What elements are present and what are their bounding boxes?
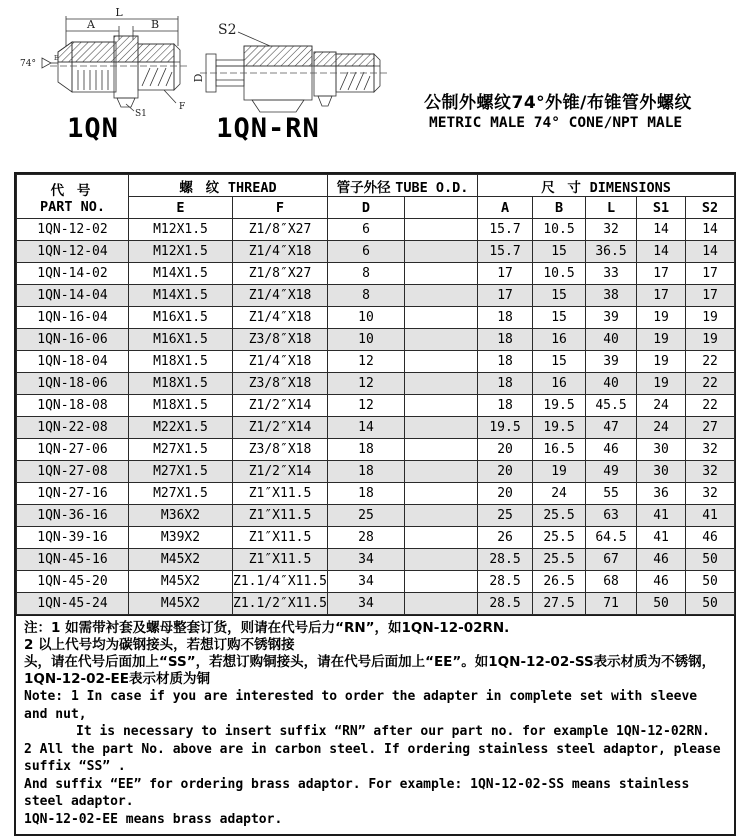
table-cell: 50 [686, 549, 735, 571]
table-cell: 1QN-16-06 [17, 329, 129, 351]
table-row [17, 285, 735, 307]
table-cell: 18 [478, 395, 533, 417]
table-cell: 15 [533, 285, 586, 307]
table-cell: 15 [533, 307, 586, 329]
dim-label-b: B [150, 18, 160, 31]
table-cell: Z3/8″X18 [233, 373, 328, 395]
table-cell: 19.5 [533, 417, 586, 439]
note-line: Note: 1 In case if you are interested to order the adapter in complete set with sleeve and nut, [24, 689, 698, 722]
header-part-no [17, 175, 129, 219]
table-cell: 20 [478, 461, 533, 483]
table-cell: 1QN-12-04 [17, 241, 129, 263]
header-part-no-en: PART NO. [39, 198, 106, 215]
table-cell: Z1/2″X14 [233, 417, 328, 439]
table-cell: 27.5 [533, 593, 586, 615]
table-cell: 19 [637, 307, 686, 329]
dim-label-a: A [87, 18, 95, 31]
table-cell: M12X1.5 [129, 219, 233, 241]
table-cell: 25.5 [533, 527, 586, 549]
table-cell: 1QN-36-16 [17, 505, 129, 527]
table-cell: 32 [686, 461, 735, 483]
table-cell: 1QN-45-16 [17, 549, 129, 571]
table-cell: 34 [328, 549, 405, 571]
subheader-l: L [586, 197, 637, 219]
table-cell: 1QN-27-16 [17, 483, 129, 505]
table-cell: 15.7 [478, 241, 533, 263]
table-cell: 36.5 [586, 241, 637, 263]
table-cell: Z1″X11.5 [233, 483, 328, 505]
table-cell: M27X1.5 [129, 461, 233, 483]
table-cell: 14 [637, 219, 686, 241]
table-cell: 39 [586, 307, 637, 329]
table-cell: 24 [637, 417, 686, 439]
table-cell: 16.5 [533, 439, 586, 461]
table-cell: 8 [328, 285, 405, 307]
note-line: 1QN-12-02-EE means brass adaptor. [24, 811, 283, 827]
table-cell: 18 [478, 307, 533, 329]
table-cell: 12 [328, 351, 405, 373]
table-row [17, 329, 735, 351]
table-cell: 38 [586, 285, 637, 307]
table-cell: 22 [686, 395, 735, 417]
table-cell: 24 [637, 395, 686, 417]
table-row [17, 505, 735, 527]
table-row [17, 461, 735, 483]
table-cell: 45.5 [586, 395, 637, 417]
table-cell: 25.5 [533, 549, 586, 571]
table-cell [405, 593, 478, 615]
table-cell: 20 [478, 483, 533, 505]
table-cell: 10.5 [533, 263, 586, 285]
table-cell: M16X1.5 [129, 329, 233, 351]
note-line: 2 All the part No. above are in carbon steel. If ordering stainless steel adaptor, please suffix “SS” . [24, 741, 721, 774]
table-cell: 46 [586, 439, 637, 461]
table-cell: 63 [586, 505, 637, 527]
table-cell: 28.5 [478, 571, 533, 593]
table-cell [405, 549, 478, 571]
d-label: D [192, 73, 205, 83]
table-cell [405, 263, 478, 285]
table-cell: Z1″X11.5 [233, 505, 328, 527]
table-cell: M45X2 [129, 549, 233, 571]
table-cell: 10.5 [533, 219, 586, 241]
table-cell: M18X1.5 [129, 373, 233, 395]
spec-table [16, 174, 735, 615]
table-cell: 1QN-18-06 [17, 373, 129, 395]
table-cell: 32 [586, 219, 637, 241]
table-cell: 17 [686, 285, 735, 307]
table-cell: 32 [686, 439, 735, 461]
table-cell: 36 [637, 483, 686, 505]
table-cell: 17 [637, 285, 686, 307]
table-cell: Z1/4″X18 [233, 307, 328, 329]
table-cell [405, 285, 478, 307]
table-row [17, 373, 735, 395]
table-cell: M27X1.5 [129, 483, 233, 505]
table-cell: 1QN-18-08 [17, 395, 129, 417]
table-row [17, 593, 735, 615]
drawing-1qn-rn [192, 6, 392, 118]
table-cell: 25 [478, 505, 533, 527]
table-cell: 19.5 [533, 395, 586, 417]
table-cell: 55 [586, 483, 637, 505]
table-row [17, 549, 735, 571]
table-cell: 25.5 [533, 505, 586, 527]
table-cell: 71 [586, 593, 637, 615]
table-cell: 1QN-18-04 [17, 351, 129, 373]
drawing-caption-1qn: 1QN [67, 113, 119, 144]
note-line: 2 以上代号均为碳钢接头，若想订购不锈钢接 [24, 637, 295, 653]
table-cell: Z1/4″X18 [233, 351, 328, 373]
table-cell: 10 [328, 329, 405, 351]
table-cell: 18 [328, 439, 405, 461]
table-cell: 1QN-45-20 [17, 571, 129, 593]
table-cell: Z3/8″X18 [233, 329, 328, 351]
table-cell: 18 [478, 329, 533, 351]
table-cell: 68 [586, 571, 637, 593]
table-cell: Z1/2″X14 [233, 395, 328, 417]
table-cell: 15 [533, 241, 586, 263]
table-cell: 6 [328, 241, 405, 263]
table-cell: 14 [328, 417, 405, 439]
table-cell: 1QN-12-02 [17, 219, 129, 241]
table-cell: 26.5 [533, 571, 586, 593]
table-cell: 12 [328, 395, 405, 417]
table-row [17, 395, 735, 417]
table-cell: 18 [478, 351, 533, 373]
table-cell: 1QN-45-24 [17, 593, 129, 615]
table-row [17, 219, 735, 241]
table-cell: 27 [686, 417, 735, 439]
table-cell: Z1/8″X27 [233, 219, 328, 241]
table-cell: M22X1.5 [129, 417, 233, 439]
table-cell [405, 505, 478, 527]
drawing-caption-1qn-rn: 1QN-RN [216, 113, 320, 144]
table-cell: Z1/8″X27 [233, 263, 328, 285]
table-row [17, 483, 735, 505]
table-cell: 1QN-39-16 [17, 527, 129, 549]
table-cell: M45X2 [129, 593, 233, 615]
header-dimensions: 尺 寸 DIMENSIONS [478, 175, 735, 197]
table-cell: 49 [586, 461, 637, 483]
table-cell [405, 241, 478, 263]
page-title-zh: 公制外螺纹74°外锥/布锥管外螺纹 [424, 93, 692, 113]
table-cell: M36X2 [129, 505, 233, 527]
table-cell: Z1″X11.5 [233, 549, 328, 571]
table-cell: M39X2 [129, 527, 233, 549]
table-cell: 33 [586, 263, 637, 285]
table-row [17, 417, 735, 439]
table-cell: 46 [637, 549, 686, 571]
table-cell [405, 527, 478, 549]
e-label: E [54, 55, 59, 62]
table-cell: 46 [686, 527, 735, 549]
table-cell: M16X1.5 [129, 307, 233, 329]
table-cell: 41 [637, 527, 686, 549]
table-cell: 1QN-27-08 [17, 461, 129, 483]
table-row [17, 263, 735, 285]
table-cell [405, 439, 478, 461]
table-cell: 15 [533, 351, 586, 373]
table-cell [405, 329, 478, 351]
table-cell [405, 395, 478, 417]
subheader-a: A [478, 197, 533, 219]
subheader-s2: S2 [686, 197, 735, 219]
note-line: 注：1 如需带衬套及螺母整套订货，则请在代号后力“RN”，如1QN-12-02RN. [24, 620, 510, 636]
table-cell: 14 [637, 241, 686, 263]
table-cell: 30 [637, 439, 686, 461]
table-cell: 50 [686, 571, 735, 593]
drawing-1qn [18, 6, 198, 118]
spec-table-frame [14, 172, 736, 836]
table-cell [405, 483, 478, 505]
table-row [17, 351, 735, 373]
header-part-no-zh: 代 号 [50, 182, 95, 199]
table-cell: 28.5 [478, 549, 533, 571]
table-cell: 34 [328, 593, 405, 615]
notes-section [16, 615, 734, 834]
f-label: F [179, 102, 186, 112]
note-line: And suffix “EE” for ordering brass adaptor. For example: 1QN-12-02-SS means stainless steel adaptor. [24, 776, 690, 809]
table-cell: M45X2 [129, 571, 233, 593]
table-cell [405, 219, 478, 241]
table-cell: 20 [478, 439, 533, 461]
header-thread: 螺 纹 THREAD [129, 175, 328, 197]
table-cell: 28.5 [478, 593, 533, 615]
table-cell: 39 [586, 351, 637, 373]
table-cell: Z3/8″X18 [233, 439, 328, 461]
table-cell: 30 [637, 461, 686, 483]
table-cell: 1QN-27-06 [17, 439, 129, 461]
table-cell: 25 [328, 505, 405, 527]
table-cell: 28 [328, 527, 405, 549]
table-body [17, 219, 735, 615]
subheader-f: F [233, 197, 328, 219]
table-cell: M14X1.5 [129, 263, 233, 285]
table-cell: 17 [637, 263, 686, 285]
table-cell: 19 [686, 329, 735, 351]
angle-label: 74° [20, 59, 36, 69]
table-cell: 19 [637, 329, 686, 351]
table-cell: 19 [533, 461, 586, 483]
table-cell [405, 417, 478, 439]
table-cell: M12X1.5 [129, 241, 233, 263]
table-cell: 40 [586, 329, 637, 351]
table-cell: 22 [686, 351, 735, 373]
table-row [17, 241, 735, 263]
table-cell: 19 [637, 373, 686, 395]
table-cell: Z1/2″X14 [233, 461, 328, 483]
table-cell: 19 [686, 307, 735, 329]
table-cell: 16 [533, 373, 586, 395]
table-cell: 67 [586, 549, 637, 571]
table-cell: Z1/4″X18 [233, 241, 328, 263]
subheader-s1: S1 [637, 197, 686, 219]
table-cell: 18 [478, 373, 533, 395]
table-cell: Z1.1/4″X11.5 [233, 571, 328, 593]
table-row [17, 571, 735, 593]
table-cell: 41 [637, 505, 686, 527]
table-cell [405, 307, 478, 329]
page-title-en: METRIC MALE 74° CONE/NPT MALE [429, 115, 683, 131]
s2-label: S2 [218, 22, 237, 38]
table-cell: M14X1.5 [129, 285, 233, 307]
table-cell: 1QN-14-02 [17, 263, 129, 285]
table-cell: 18 [328, 461, 405, 483]
table-cell: Z1″X11.5 [233, 527, 328, 549]
table-cell: 19.5 [478, 417, 533, 439]
table-cell: 14 [686, 241, 735, 263]
table-cell: 15.7 [478, 219, 533, 241]
table-cell: M27X1.5 [129, 439, 233, 461]
table-cell: 50 [686, 593, 735, 615]
s1-label: S1 [135, 109, 147, 118]
table-row [17, 527, 735, 549]
table-cell: 46 [637, 571, 686, 593]
table-cell: 6 [328, 219, 405, 241]
table-cell: 22 [686, 373, 735, 395]
table-cell [405, 461, 478, 483]
table-cell: 41 [686, 505, 735, 527]
table-cell: 1QN-16-04 [17, 307, 129, 329]
table-cell: 10 [328, 307, 405, 329]
table-cell: Z1.1/2″X11.5 [233, 593, 328, 615]
table-cell [405, 351, 478, 373]
table-cell: 14 [686, 219, 735, 241]
header-tube-od: 管子外径 TUBE O.D. [328, 175, 478, 197]
note-line: 头，请在代号后面加上“SS”，若想订购铜接头，请在代号后面加上“EE”。如1QN-12-02-SS表示材质为不锈钢， [24, 654, 716, 670]
table-row [17, 439, 735, 461]
table-cell: 17 [478, 285, 533, 307]
table-cell: 26 [478, 527, 533, 549]
note-line: It is necessary to insert suffix “RN” after our part no. for example 1QN-12-02RN. [76, 724, 710, 739]
table-cell: 40 [586, 373, 637, 395]
note-line: 1QN-12-02-EE表示材质为铜 [24, 671, 210, 687]
table-cell: 50 [637, 593, 686, 615]
table-cell: M18X1.5 [129, 351, 233, 373]
subheader-d: D [328, 197, 405, 219]
table-cell: 16 [533, 329, 586, 351]
table-row [17, 307, 735, 329]
table-cell: 17 [686, 263, 735, 285]
table-cell: 1QN-22-08 [17, 417, 129, 439]
table-cell: 8 [328, 263, 405, 285]
table-cell: 34 [328, 571, 405, 593]
table-cell [405, 373, 478, 395]
table-cell: 19 [637, 351, 686, 373]
table-cell: 32 [686, 483, 735, 505]
table-cell: M18X1.5 [129, 395, 233, 417]
table-cell: 17 [478, 263, 533, 285]
table-cell: 12 [328, 373, 405, 395]
subheader-blank [405, 197, 478, 219]
table-cell: Z1/4″X18 [233, 285, 328, 307]
table-cell: 18 [328, 483, 405, 505]
table-cell: 24 [533, 483, 586, 505]
table-cell: 47 [586, 417, 637, 439]
subheader-e: E [129, 197, 233, 219]
table-cell: 64.5 [586, 527, 637, 549]
table-cell [405, 571, 478, 593]
table-cell: 1QN-14-04 [17, 285, 129, 307]
subheader-b: B [533, 197, 586, 219]
dim-label-l: L [115, 6, 123, 19]
